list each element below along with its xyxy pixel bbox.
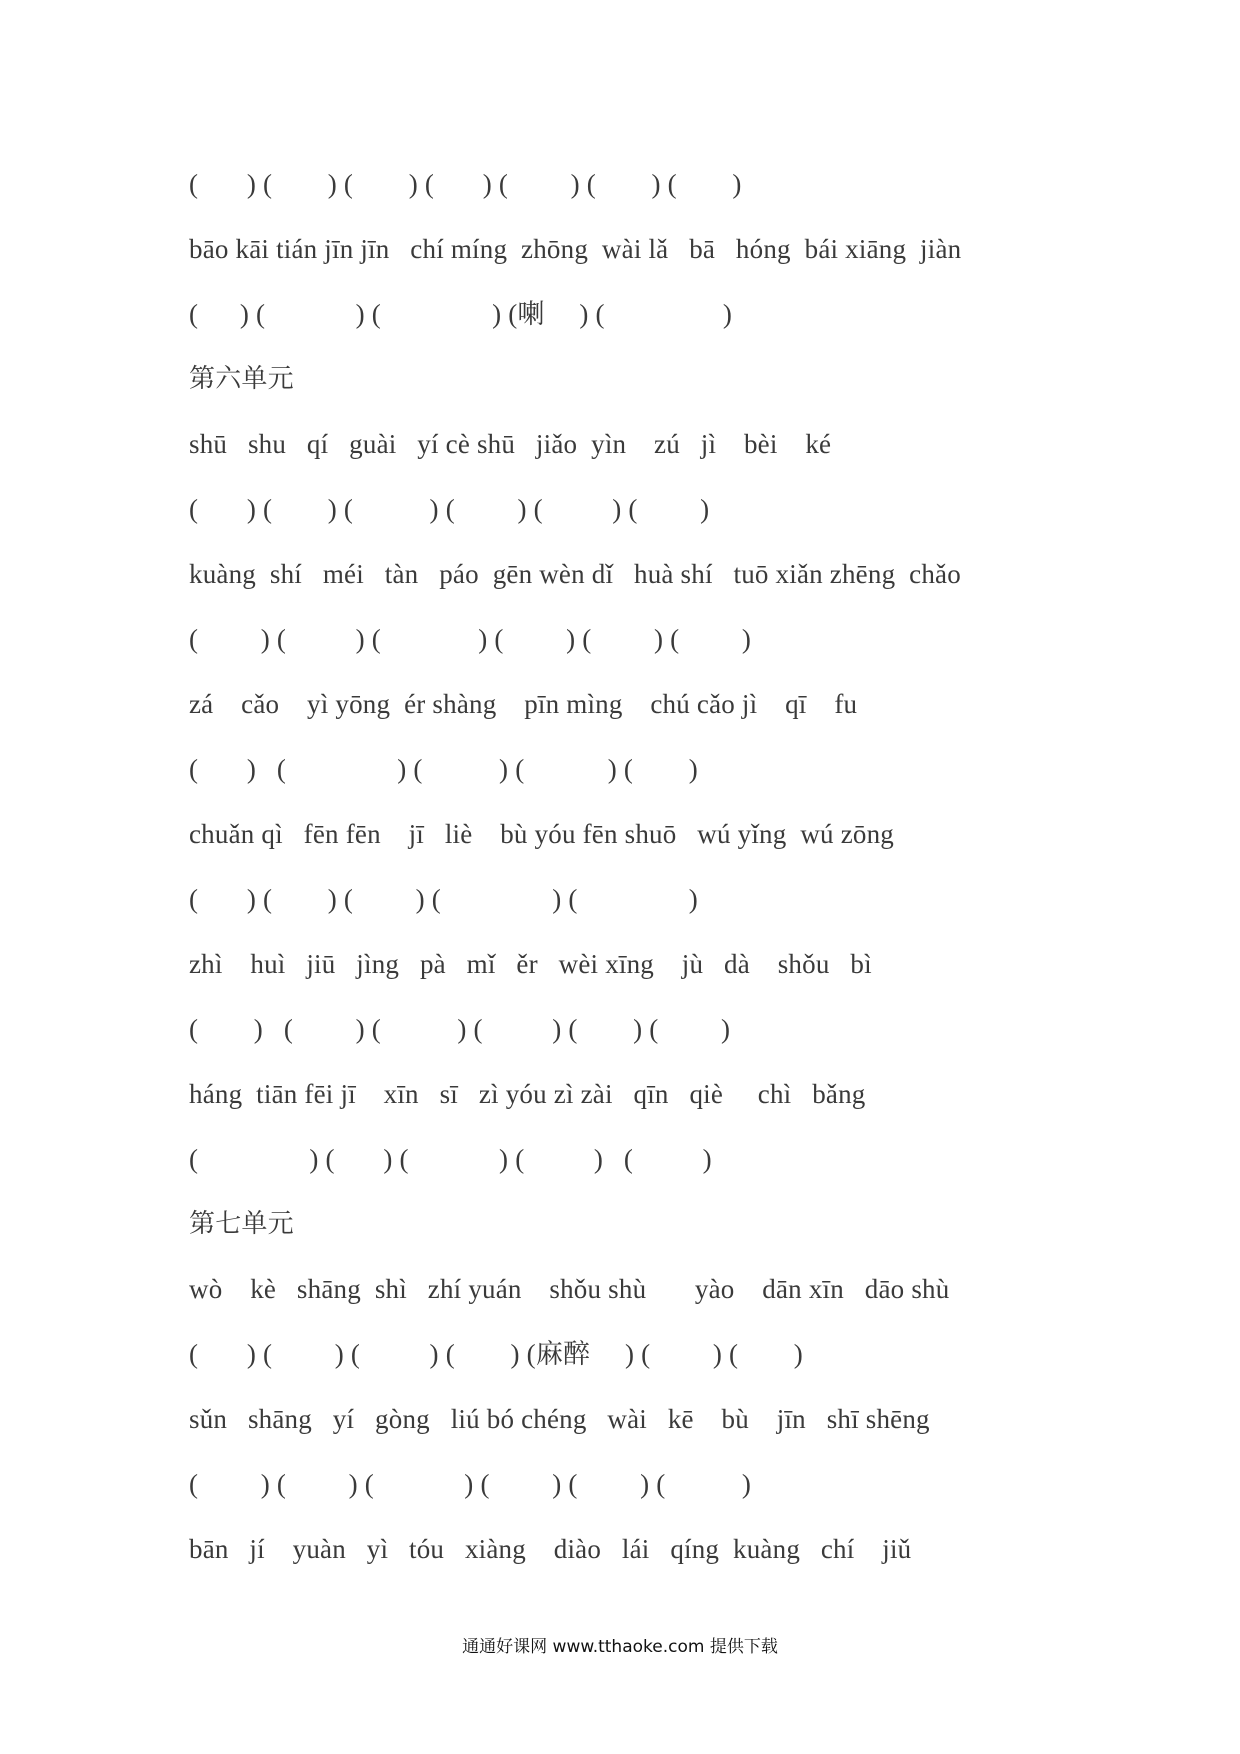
pinyin-row: kuàng shí méi tàn páo gēn wèn dǐ huà shí tuō xiǎn zhēng chǎo <box>189 559 961 589</box>
pinyin-row: bān jí yuàn yì tóu xiàng diào lái qíng kuàng chí jiǔ <box>189 1534 912 1564</box>
pinyin-row: chuǎn qì fēn fēn jī liè bù yóu fēn shuō wú yǐng wú zōng <box>189 819 894 849</box>
blank-row: ( ) ( ) ( ) ( ) ( ) ( ) ( ) <box>189 169 742 199</box>
pinyin-row: bāo kāi tián jīn jīn chí míng zhōng wài lǎ bā hóng bái xiāng jiàn <box>189 234 962 264</box>
pinyin-row: háng tiān fēi jī xīn sī zì yóu zì zài qīn qiè chì bǎng <box>189 1079 866 1109</box>
pinyin-row: wò kè shāng shì zhí yuán shǒu shù yào dān xīn dāo shù <box>189 1274 950 1304</box>
blank-row: ( ) ( ) ( ) (喇 ) ( ) <box>189 299 733 329</box>
blank-row: ( ) ( ) ( ) ( ) ( ) <box>189 754 698 784</box>
pinyin-row: shū shu qí guài yí cè shū jiǎo yìn zú jì bèi ké <box>189 429 832 459</box>
pinyin-row: zhì huì jiū jìng pà mǐ ěr wèi xīng jù dà shǒu bì <box>189 949 872 979</box>
blank-row: ( ) ( ) ( ) ( ) ( ) ( ) <box>189 1469 752 1499</box>
blank-row: ( ) ( ) ( ) ( ) ( ) ( ) <box>189 494 710 524</box>
blank-row: ( ) ( ) ( ) ( ) (麻醉 ) ( ) ( ) <box>189 1339 803 1369</box>
blank-row: ( ) ( ) ( ) ( ) ( ) ( ) <box>189 1014 731 1044</box>
pinyin-row: sǔn shāng yí gòng liú bó chéng wài kē bù jīn shī shēng <box>189 1404 930 1434</box>
blank-row: ( ) ( ) ( ) ( ) ( ) <box>189 1144 712 1174</box>
pinyin-row: zá cǎo yì yōng ér shàng pīn mìng chú cǎo jì qī fu <box>189 689 858 719</box>
page-footer: 通通好课网 www.tthaoke.com 提供下载 <box>462 1637 778 1657</box>
blank-row: ( ) ( ) ( ) ( ) ( ) <box>189 884 698 914</box>
blank-row: ( ) ( ) ( ) ( ) ( ) ( ) <box>189 624 752 654</box>
section-heading-unit-7: 第七单元 <box>189 1209 294 1239</box>
section-heading-unit-6: 第六单元 <box>189 364 294 394</box>
